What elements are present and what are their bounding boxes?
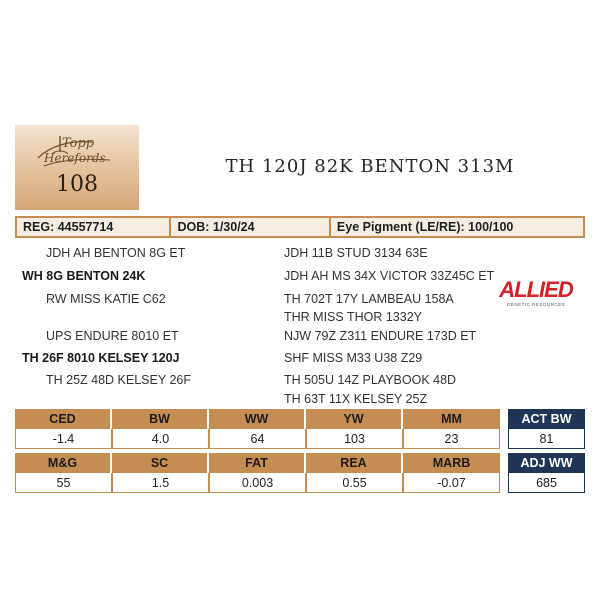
epd-table-2 bbox=[15, 453, 500, 493]
date-of-birth: DOB: 1/30/24 bbox=[171, 218, 328, 236]
epd-header: CED bbox=[15, 409, 112, 429]
epd-table-1 bbox=[15, 409, 500, 449]
epd-value: 55 bbox=[15, 473, 112, 493]
dam: TH 26F 8010 KELSEY 120J bbox=[22, 351, 180, 365]
far-ancestor: NJW 79Z Z311 ENDURE 173D ET bbox=[284, 329, 477, 343]
epd-header: YW bbox=[306, 409, 403, 429]
logo-wordmark bbox=[44, 137, 106, 165]
epd-value: 103 bbox=[306, 429, 403, 449]
info-bar bbox=[15, 216, 585, 238]
logo-line1: Topp bbox=[62, 136, 95, 151]
epd-value: -0.07 bbox=[403, 473, 500, 493]
far-ancestor: THR MISS THOR 1332Y bbox=[284, 310, 423, 324]
epd-value: 1.5 bbox=[112, 473, 209, 493]
epd-header: SC bbox=[112, 453, 209, 473]
logo-line2: Herefords bbox=[44, 151, 106, 165]
lot-number: 108 bbox=[56, 172, 98, 197]
animal-name: TH 120J 82K BENTON 313M bbox=[225, 156, 515, 177]
adj-ww-value: 685 bbox=[508, 473, 585, 493]
far-ancestor: TH 702T 17Y LAMBEAU 158A bbox=[284, 292, 454, 306]
adj-ww-label: ADJ WW bbox=[508, 453, 585, 473]
far-ancestor: JDH AH MS 34X VICTOR 33Z45C ET bbox=[284, 269, 495, 283]
epd-value: 4.0 bbox=[112, 429, 209, 449]
act-bw-value: 81 bbox=[508, 429, 585, 449]
epd-value: 64 bbox=[209, 429, 306, 449]
epd-header: M&G bbox=[15, 453, 112, 473]
allied-tagline: GENETIC RESOURCES bbox=[506, 302, 566, 307]
dam-sire: UPS ENDURE 8010 ET bbox=[46, 329, 179, 343]
epd-value: 23 bbox=[403, 429, 500, 449]
far-ancestor: TH 505U 14Z PLAYBOOK 48D bbox=[284, 373, 457, 387]
far-ancestor: JDH 11B STUD 3134 63E bbox=[284, 246, 428, 260]
sire-sire: JDH AH BENTON 8G ET bbox=[46, 246, 186, 260]
epd-header: MARB bbox=[403, 453, 500, 473]
far-ancestor: TH 63T 11X KELSEY 25Z bbox=[284, 392, 428, 406]
epd-header: WW bbox=[209, 409, 306, 429]
registration-number: REG: 44557714 bbox=[17, 218, 169, 236]
allied-logo: ALLIED bbox=[499, 277, 573, 302]
epd-value: 0.003 bbox=[209, 473, 306, 493]
epd-header: REA bbox=[306, 453, 403, 473]
epd-value: -1.4 bbox=[15, 429, 112, 449]
sire: WH 8G BENTON 24K bbox=[22, 269, 146, 283]
epd-header: FAT bbox=[209, 453, 306, 473]
far-ancestor: SHF MISS M33 U38 Z29 bbox=[284, 351, 423, 365]
epd-value: 0.55 bbox=[306, 473, 403, 493]
eye-pigment: Eye Pigment (LE/RE): 100/100 bbox=[331, 218, 583, 236]
dam-dam: TH 25Z 48D KELSEY 26F bbox=[46, 373, 191, 387]
epd-header: BW bbox=[112, 409, 209, 429]
epd-header: MM bbox=[403, 409, 500, 429]
sire-dam: RW MISS KATIE C62 bbox=[46, 292, 166, 306]
act-bw-label: ACT BW bbox=[508, 409, 585, 429]
